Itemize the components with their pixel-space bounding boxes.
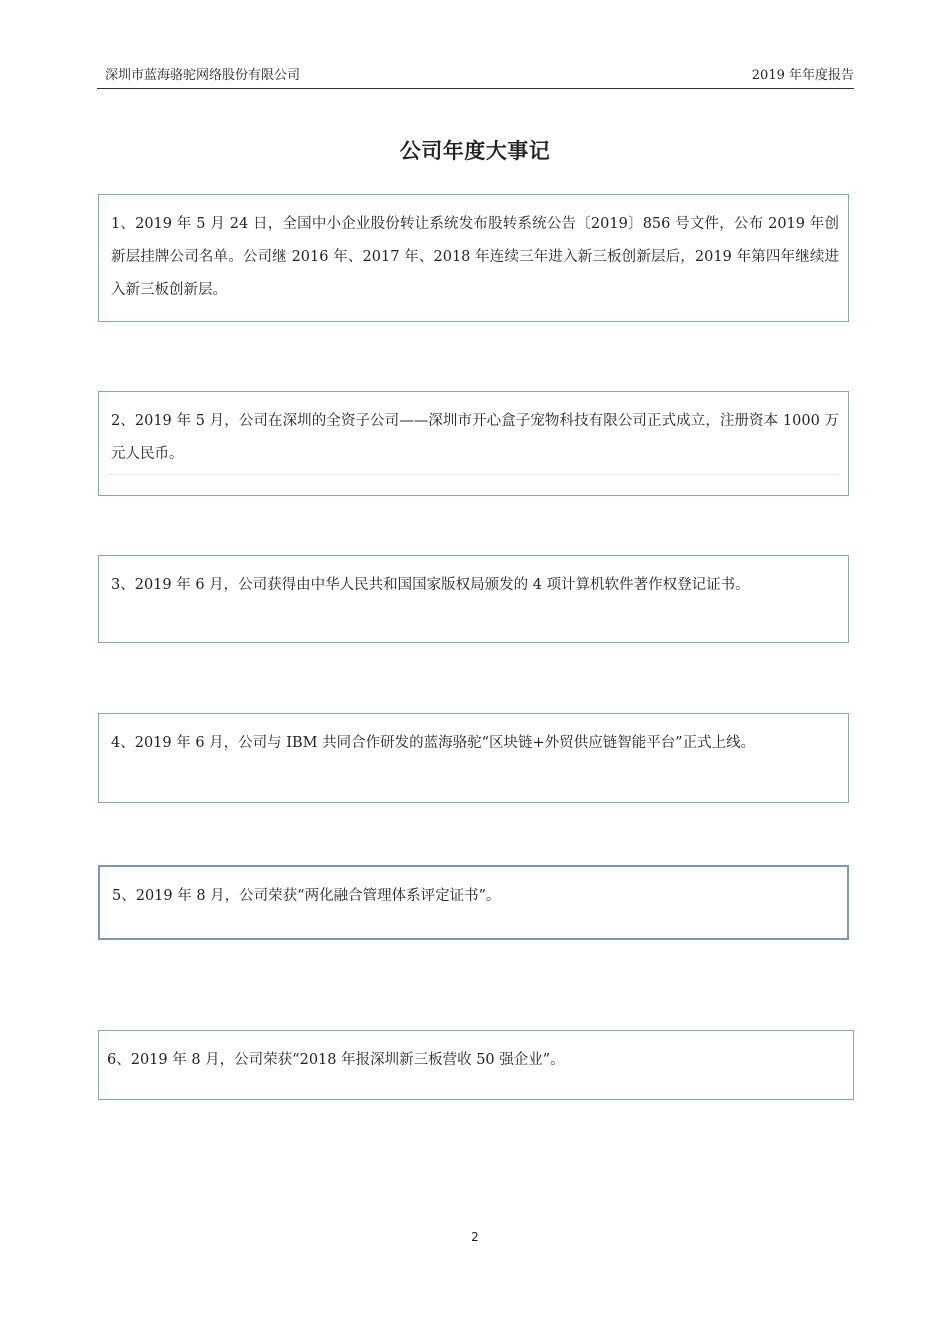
event-text-1: 1、2019 年 5 月 24 日，全国中小企业股份转让系统发布股转系统公告〔2019〕856 号文件，公布 2019 年创新层挂牌公司名单。公司继 2016 年、2017 年、2018 年连续三年进入新三板创新层后，2019 年第四年继续进入新三板创新层。: [111, 216, 839, 298]
event-text-3: 3、2019 年 6 月，公司获得由中华人民共和国国家版权局颁发的 4 项计算机软件著作权登记证书。: [111, 577, 750, 593]
event-box-5: [98, 865, 849, 940]
event-box-4: [98, 713, 849, 803]
page-number: 2: [471, 1230, 479, 1244]
page-title: 公司年度大事记: [399, 139, 551, 163]
page-header: [97, 64, 854, 89]
box-divider: [108, 474, 839, 475]
header-report-title: 2019 年年度报告: [751, 68, 854, 83]
event-box-2: [98, 391, 849, 496]
event-text-5: 5、2019 年 8 月，公司荣获“两化融合管理体系评定证书”。: [112, 888, 501, 904]
event-text-2: 2、2019 年 5 月，公司在深圳的全资子公司——深圳市开心盒子宠物科技有限公司正式成立，注册资本 1000 万元人民币。: [111, 413, 839, 462]
event-box-1: [98, 194, 849, 322]
event-box-3: [98, 555, 849, 643]
event-box-6: [98, 1030, 854, 1100]
header-company-name: 深圳市蓝海骆驼网络股份有限公司: [105, 68, 301, 83]
event-text-4: 4、2019 年 6 月，公司与 IBM 共同合作研发的蓝海骆驼“区块链+外贸供应链智能平台”正式上线。: [111, 735, 756, 751]
event-text-6: 6、2019 年 8 月，公司荣获“2018 年报深圳新三板营收 50 强企业”。: [107, 1052, 565, 1068]
